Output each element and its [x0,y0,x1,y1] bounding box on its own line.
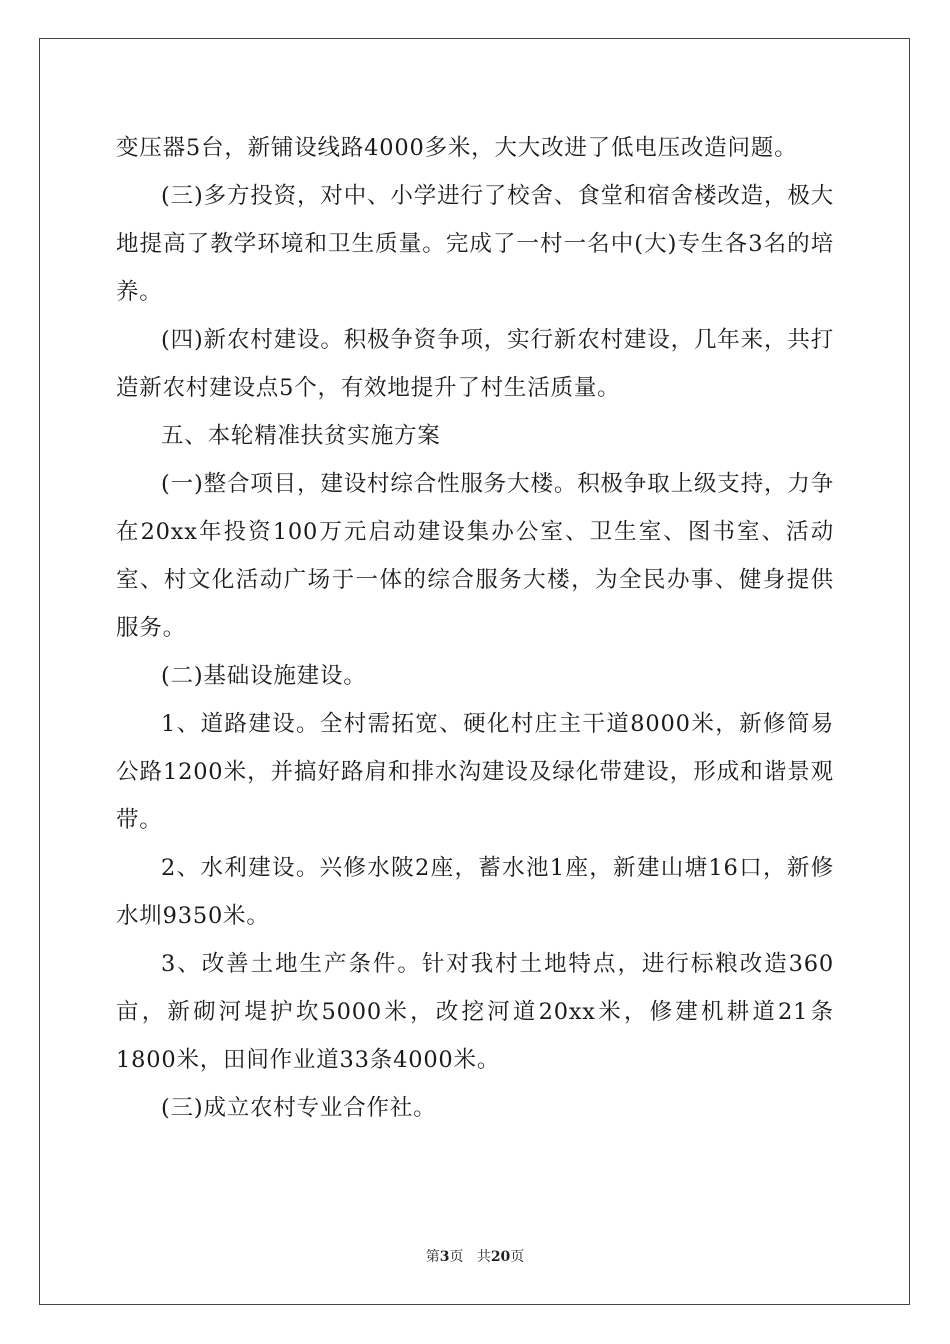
total-suffix: 页 [510,1249,525,1265]
page-footer [0,1248,950,1266]
paragraph: (三)多方投资，对中、小学进行了校舍、食堂和宿舍楼改造，极大地提高了教学环境和卫生质量。完成了一村一名中(大)专生各3名的培养。 [116,183,834,305]
paragraph: 3、改善土地生产条件。针对我村土地特点，进行标粮改造360亩，新砌河堤护坎5000米，改挖河道20xx米，修建机耕道21条1800米，田间作业道33条4000米。 [116,951,834,1073]
paragraph: (一)整合项目，建设村综合性服务大楼。积极争取上级支持，力争在20xx年投资100万元启动建设集办公室、卫生室、图书室、活动室、村文化活动广场于一体的综合服务大楼，为全民办事、健身提供服务。 [116,471,834,641]
page-number: 3 [439,1249,450,1265]
paragraph: (四)新农村建设。积极争资争项，实行新农村建设，几年来，共打造新农村建设点5个，有效地提升了村生活质量。 [116,327,834,401]
paragraph: 1、道路建设。全村需拓宽、硬化村庄主干道8000米，新修简易公路1200米，并搞好路肩和排水沟建设及绿化带建设，形成和谐景观带。 [116,711,834,833]
section-heading: 五、本轮精准扶贫实施方案 [161,423,441,449]
document-body [116,124,834,1132]
page-suffix: 页 [449,1249,464,1265]
paragraph: 变压器5台，新铺设线路4000多米，大大改进了低电压改造问题。 [116,135,798,161]
total-pages: 20 [490,1249,511,1265]
page-prefix: 第 [425,1249,440,1265]
paragraph: 2、水利建设。兴修水陂2座，蓄水池1座，新建山塘16口，新修水圳9350米。 [116,855,834,929]
total-prefix: 共 [476,1249,491,1265]
paragraph: (二)基础设施建设。 [161,663,367,689]
paragraph: (三)成立农村专业合作社。 [161,1095,437,1121]
